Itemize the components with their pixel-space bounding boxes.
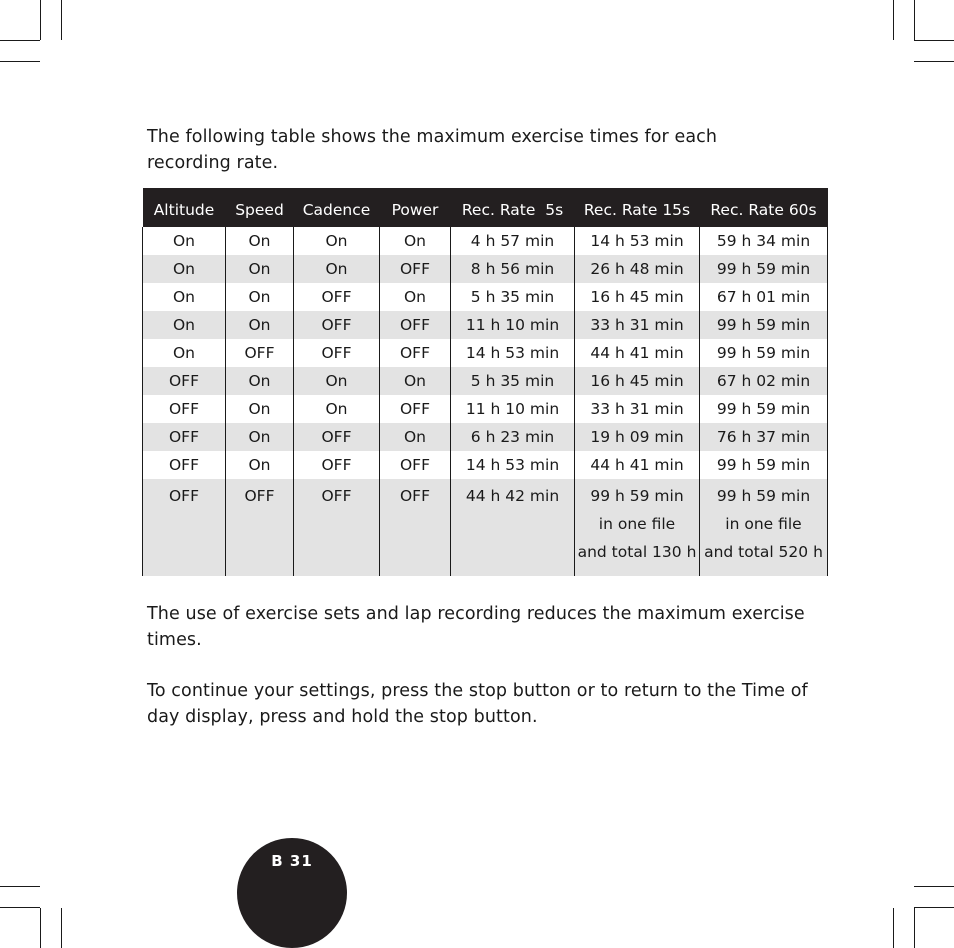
header-cadence: Cadence: [294, 188, 380, 227]
table-cell: 67 h 02 min: [700, 367, 828, 395]
cell-line: and total 520 h: [704, 543, 823, 561]
intro-paragraph: The following table shows the maximum exercise times for each recording rate.: [147, 127, 718, 173]
table-cell: OFF: [143, 367, 226, 395]
crop-mark: [914, 907, 954, 908]
table-row: [143, 395, 828, 423]
table-cell: On: [380, 423, 451, 451]
crop-mark: [914, 886, 954, 887]
table-cell: 16 h 45 min: [575, 367, 700, 395]
table-cell: On: [380, 367, 451, 395]
table-cell: On: [226, 283, 294, 311]
table-cell: OFF: [380, 451, 451, 479]
table-cell: 44 h 42 min: [451, 479, 575, 576]
table-cell: [700, 479, 828, 576]
table-cell: OFF: [294, 423, 380, 451]
table-cell: 99 h 59 min: [700, 451, 828, 479]
page-number: B 31: [271, 852, 313, 870]
table-row: [143, 423, 828, 451]
table-cell: OFF: [294, 311, 380, 339]
cell-line: in one file: [725, 515, 802, 533]
crop-mark: [61, 908, 62, 948]
table-cell: OFF: [143, 395, 226, 423]
table-cell: 99 h 59 min: [700, 255, 828, 283]
table-row: [143, 451, 828, 479]
table-cell: OFF: [294, 283, 380, 311]
table-cell: On: [226, 395, 294, 423]
page-number-badge: [237, 838, 347, 948]
table-cell: On: [294, 255, 380, 283]
header-altitude: Altitude: [143, 188, 226, 227]
table-cell: On: [143, 339, 226, 367]
table-cell: On: [143, 311, 226, 339]
table-cell: 33 h 31 min: [575, 395, 700, 423]
table-row: [143, 479, 828, 576]
header-rec-rate-15s: Rec. Rate 15s: [575, 188, 700, 227]
table-cell: 14 h 53 min: [575, 227, 700, 255]
table-cell: On: [143, 227, 226, 255]
crop-mark: [40, 908, 41, 948]
table-cell: OFF: [294, 479, 380, 576]
table-cell: 26 h 48 min: [575, 255, 700, 283]
table-cell: On: [226, 311, 294, 339]
table-cell: On: [294, 395, 380, 423]
table-cell: OFF: [380, 255, 451, 283]
table-cell: 44 h 41 min: [575, 451, 700, 479]
table-cell: On: [294, 227, 380, 255]
table-row: [143, 311, 828, 339]
exercise-times-table: [142, 188, 828, 576]
table-cell: 11 h 10 min: [451, 311, 575, 339]
crop-mark: [0, 40, 40, 41]
header-speed: Speed: [226, 188, 294, 227]
table-row: [143, 283, 828, 311]
cell-line: and total 130 h: [577, 543, 697, 561]
table-cell: On: [380, 227, 451, 255]
table-cell: 44 h 41 min: [575, 339, 700, 367]
table-cell: 14 h 53 min: [451, 451, 575, 479]
crop-mark: [914, 908, 915, 948]
table-cell: 67 h 01 min: [700, 283, 828, 311]
crop-mark: [61, 0, 62, 40]
table-row: [143, 339, 828, 367]
crop-mark: [914, 0, 915, 40]
table-cell: On: [226, 227, 294, 255]
table-cell: OFF: [143, 479, 226, 576]
table-row: [143, 255, 828, 283]
table-cell: OFF: [380, 311, 451, 339]
crop-mark: [893, 908, 894, 948]
table-cell: On: [226, 423, 294, 451]
table-cell: 5 h 35 min: [451, 367, 575, 395]
table-cell: On: [380, 283, 451, 311]
table-cell: OFF: [143, 423, 226, 451]
table-row: [143, 367, 828, 395]
table-cell: 99 h 59 min: [700, 395, 828, 423]
table-cell: On: [143, 255, 226, 283]
cell-line: 99 h 59 min: [716, 487, 811, 505]
table-cell: 33 h 31 min: [575, 311, 700, 339]
table-cell: [575, 479, 700, 576]
table-cell: OFF: [294, 451, 380, 479]
table-cell: 5 h 35 min: [451, 283, 575, 311]
table-cell: 59 h 34 min: [700, 227, 828, 255]
table-cell: 8 h 56 min: [451, 255, 575, 283]
table-row: [143, 227, 828, 255]
table-cell: 16 h 45 min: [575, 283, 700, 311]
crop-mark: [914, 40, 954, 41]
table-cell: OFF: [294, 339, 380, 367]
cell-line: in one file: [598, 515, 676, 533]
table-cell: 99 h 59 min: [700, 311, 828, 339]
table-cell: OFF: [380, 479, 451, 576]
table-cell: 4 h 57 min: [451, 227, 575, 255]
crop-mark: [0, 886, 40, 887]
table-cell: OFF: [380, 395, 451, 423]
header-power: Power: [380, 188, 451, 227]
table-cell: On: [143, 283, 226, 311]
table-cell: On: [226, 451, 294, 479]
table-cell: 19 h 09 min: [575, 423, 700, 451]
table-cell: OFF: [380, 339, 451, 367]
table-cell: 14 h 53 min: [451, 339, 575, 367]
table-cell: OFF: [226, 339, 294, 367]
table-cell: 99 h 59 min: [700, 339, 828, 367]
table-cell: On: [294, 367, 380, 395]
table-cell: On: [226, 255, 294, 283]
table-cell: On: [226, 367, 294, 395]
continue-note: To continue your settings, press the stop button or to return to the Time of day display, press and hold the stop button.: [147, 681, 808, 727]
crop-mark: [914, 61, 954, 62]
table-cell: OFF: [226, 479, 294, 576]
table-cell: 76 h 37 min: [700, 423, 828, 451]
table-cell: 6 h 23 min: [451, 423, 575, 451]
crop-mark: [40, 0, 41, 40]
table-cell: 11 h 10 min: [451, 395, 575, 423]
crop-mark: [0, 907, 40, 908]
table-cell: OFF: [143, 451, 226, 479]
cell-line: 99 h 59 min: [590, 487, 684, 505]
table-header-row: [143, 188, 828, 227]
crop-mark: [893, 0, 894, 40]
header-rec-rate-5s: Rec. Rate 5s: [451, 188, 575, 227]
crop-mark: [0, 61, 40, 62]
header-rec-rate-60s: Rec. Rate 60s: [700, 188, 828, 227]
sets-laps-note: The use of exercise sets and lap recording reduces the maximum exercise times.: [147, 604, 805, 650]
